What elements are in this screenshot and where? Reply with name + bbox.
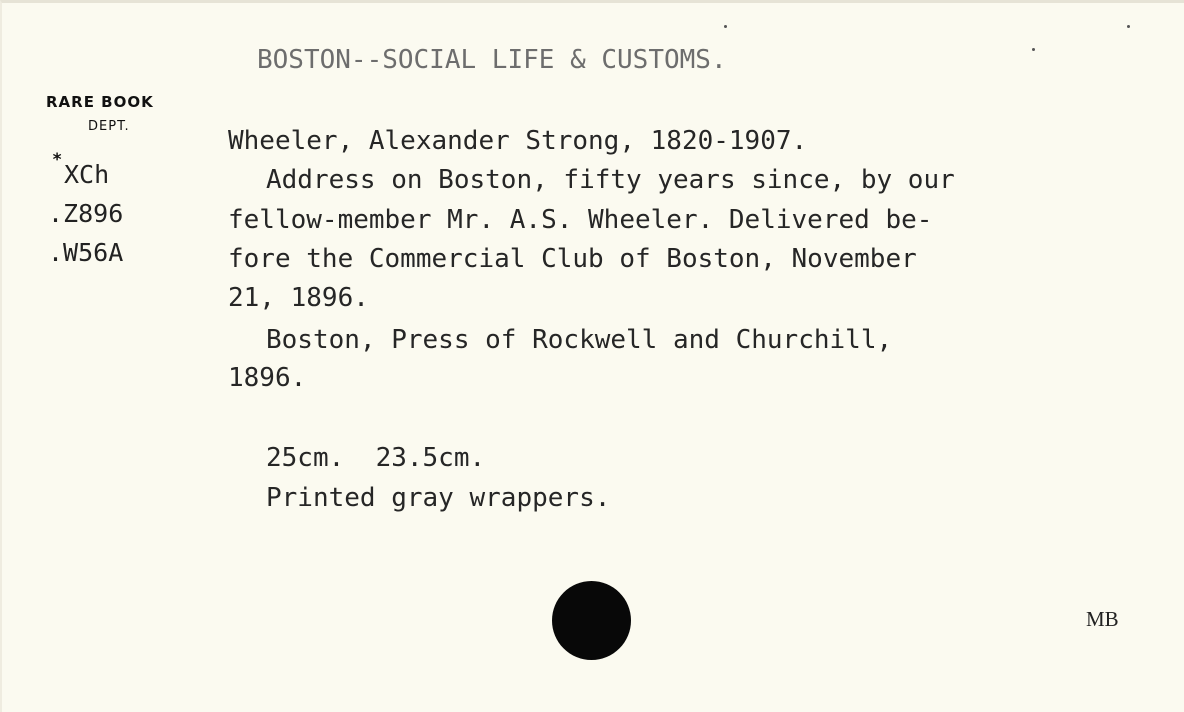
call-number-line-1: XCh <box>64 160 110 189</box>
call-number-line-2: .Z896 <box>48 199 124 228</box>
title-line-2: fellow-member Mr. A.S. Wheeler. Delivered be- <box>228 205 933 235</box>
paper-speck <box>1127 25 1130 28</box>
rare-book-stamp: RARE BOOK <box>46 93 154 111</box>
title-line-4: 21, 1896. <box>228 283 369 313</box>
punched-dot <box>552 581 631 660</box>
size-line: 25cm. 23.5cm. <box>266 443 486 473</box>
title-line-1: Address on Boston, fifty years since, by our <box>266 165 955 195</box>
paper-speck <box>724 25 727 28</box>
imprint-line-2: 1896. <box>228 363 307 393</box>
note-line: Printed gray wrappers. <box>266 483 611 513</box>
dept-stamp: DEPT. <box>88 119 130 134</box>
paper-speck <box>1032 48 1035 51</box>
cataloger-initials: MB <box>1086 607 1119 631</box>
author-entry: Wheeler, Alexander Strong, 1820-1907. <box>228 126 808 156</box>
call-number-line-3: .W56A <box>48 238 124 267</box>
call-number-marker: * <box>52 150 63 170</box>
subject-heading: BOSTON--SOCIAL LIFE & CUSTOMS. <box>257 45 727 75</box>
title-line-3: fore the Commercial Club of Boston, November <box>228 244 917 274</box>
imprint-line-1: Boston, Press of Rockwell and Churchill, <box>266 325 893 355</box>
